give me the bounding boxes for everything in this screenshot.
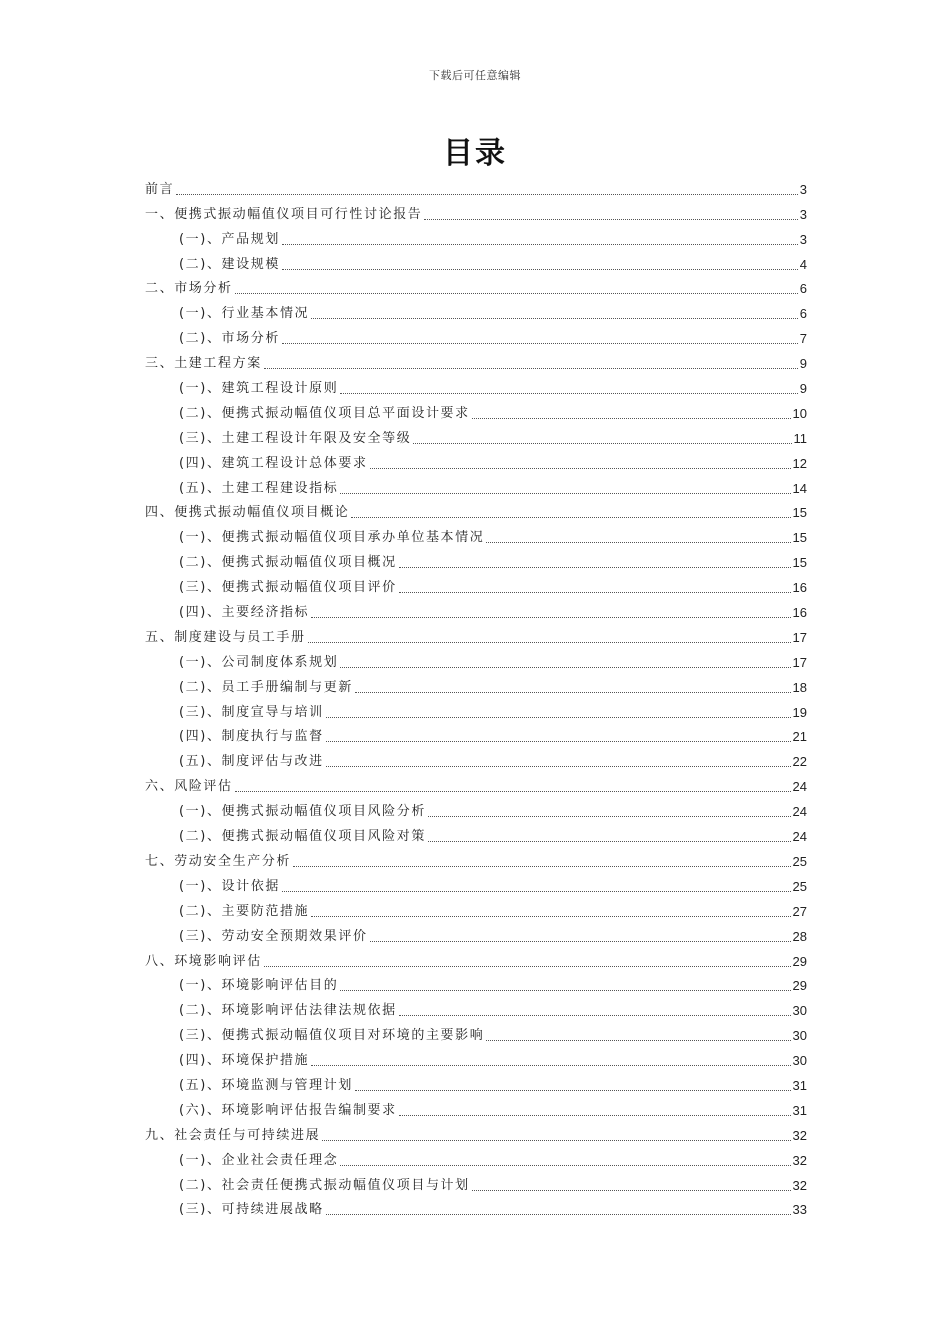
toc-dot-leader: [340, 1165, 790, 1166]
toc-entry-label: (五)、环境监测与管理计划: [179, 1077, 353, 1093]
toc-entry-label: (三)、土建工程设计年限及安全等级: [179, 430, 412, 446]
toc-entry-page-number: 33: [792, 1202, 807, 1218]
toc-entry-page-number: 6: [799, 306, 807, 322]
toc-entry[interactable]: [145, 896, 807, 921]
toc-dot-leader: [370, 468, 791, 469]
toc-entry-label: 六、风险评估: [145, 779, 233, 795]
toc-entry[interactable]: [145, 498, 807, 523]
toc-dot-leader: [399, 592, 791, 593]
toc-entry[interactable]: [145, 1120, 807, 1145]
toc-entry-label: 九、社会责任与可持续进展: [145, 1127, 321, 1143]
toc-entry-label: (二)、社会责任便携式振动幅值仪项目与计划: [179, 1177, 470, 1193]
toc-dot-leader: [326, 717, 791, 718]
toc-entry-label: (一)、建筑工程设计原则: [179, 381, 339, 397]
toc-entry[interactable]: [145, 1195, 807, 1220]
toc-dot-leader: [282, 269, 798, 270]
toc-dot-leader: [428, 816, 791, 817]
toc-dot-leader: [235, 791, 791, 792]
toc-entry[interactable]: [145, 373, 807, 398]
toc-entry-page-number: 25: [792, 878, 807, 894]
toc-entry-page-number: 4: [799, 256, 807, 272]
toc-entry-label: 五、制度建设与员工手册: [145, 629, 306, 645]
toc-dot-leader: [235, 293, 798, 294]
toc-entry[interactable]: [145, 522, 807, 547]
toc-entry-label: (二)、便携式振动幅值仪项目风险对策: [179, 829, 426, 845]
toc-entry-page-number: 3: [799, 206, 807, 222]
toc-entry[interactable]: [145, 1095, 807, 1120]
toc-entry[interactable]: [145, 1070, 807, 1095]
toc-entry-page-number: 16: [792, 580, 807, 596]
toc-entry-label: (二)、员工手册编制与更新: [179, 679, 353, 695]
toc-entry-label: (三)、便携式振动幅值仪项目对环境的主要影响: [179, 1028, 485, 1044]
toc-entry-page-number: 21: [792, 729, 807, 745]
toc-dot-leader: [282, 343, 798, 344]
toc-entry-page-number: 15: [792, 555, 807, 571]
toc-dot-leader: [311, 1065, 790, 1066]
toc-entry[interactable]: [145, 473, 807, 498]
toc-entry[interactable]: [145, 597, 807, 622]
toc-entry[interactable]: [145, 771, 807, 796]
toc-entry-label: (一)、便携式振动幅值仪项目风险分析: [179, 804, 426, 820]
toc-dot-leader: [486, 542, 790, 543]
toc-entry[interactable]: [145, 1045, 807, 1070]
toc-entry-page-number: 29: [792, 978, 807, 994]
toc-dot-leader: [424, 219, 797, 220]
toc-entry-label: (一)、产品规划: [179, 231, 280, 247]
toc-dot-leader: [355, 692, 791, 693]
toc-dot-leader: [340, 990, 790, 991]
toc-dot-leader: [351, 517, 790, 518]
toc-dot-leader: [399, 1115, 791, 1116]
toc-entry-page-number: 3: [799, 181, 807, 197]
toc-entry-page-number: 17: [792, 629, 807, 645]
toc-title: 目录: [443, 136, 507, 171]
toc-entry[interactable]: [145, 423, 807, 448]
toc-entry[interactable]: [145, 921, 807, 946]
toc-entry[interactable]: [145, 323, 807, 348]
toc-entry[interactable]: [145, 348, 807, 373]
toc-entry-label: (二)、市场分析: [179, 331, 280, 347]
toc-entry-page-number: 15: [792, 530, 807, 546]
toc-entry[interactable]: [145, 622, 807, 647]
toc-dot-leader: [413, 443, 791, 444]
toc-entry[interactable]: [145, 796, 807, 821]
toc-entry[interactable]: [145, 1170, 807, 1195]
toc-entry[interactable]: [145, 249, 807, 274]
toc-entry-page-number: 6: [799, 281, 807, 297]
toc-dot-leader: [176, 194, 798, 195]
toc-entry-page-number: 3: [799, 231, 807, 247]
toc-dot-leader: [399, 567, 791, 568]
toc-entry[interactable]: [145, 1020, 807, 1045]
toc-entry-label: 七、劳动安全生产分析: [145, 853, 292, 869]
toc-entry-label: (二)、建设规模: [179, 256, 280, 272]
toc-entry-page-number: 24: [792, 804, 807, 820]
toc-entry[interactable]: [145, 971, 807, 996]
toc-entry-page-number: 24: [792, 779, 807, 795]
toc-entry-label: 二、市场分析: [145, 281, 233, 297]
toc-entry-label: (三)、制度宣导与培训: [179, 704, 324, 720]
toc-dot-leader: [308, 642, 791, 643]
toc-entry[interactable]: [145, 572, 807, 597]
toc-entry-label: (四)、主要经济指标: [179, 605, 310, 621]
toc-dot-leader: [311, 318, 798, 319]
toc-entry-label: (四)、环境保护措施: [179, 1053, 310, 1069]
toc-entry[interactable]: [145, 448, 807, 473]
toc-entry[interactable]: [145, 398, 807, 423]
toc-dot-leader: [311, 617, 790, 618]
toc-entry-page-number: 7: [799, 331, 807, 347]
toc-dot-leader: [322, 1140, 790, 1141]
toc-dot-leader: [340, 393, 797, 394]
toc-list: [145, 174, 807, 1219]
toc-dot-leader: [326, 766, 791, 767]
toc-entry[interactable]: [145, 746, 807, 771]
toc-entry-label: (四)、建筑工程设计总体要求: [179, 455, 368, 471]
toc-dot-leader: [370, 941, 791, 942]
toc-entry-page-number: 22: [792, 754, 807, 770]
toc-entry-label: 前言: [145, 181, 175, 197]
toc-entry[interactable]: [145, 224, 807, 249]
toc-entry-label: (二)、便携式振动幅值仪项目总平面设计要求: [179, 405, 470, 421]
toc-entry-page-number: 31: [792, 1102, 807, 1118]
toc-entry-label: (三)、可持续进展战略: [179, 1202, 324, 1218]
toc-dot-leader: [293, 866, 791, 867]
toc-entry-label: 四、便携式振动幅值仪项目概论: [145, 505, 350, 521]
toc-dot-leader: [326, 741, 791, 742]
toc-entry-page-number: 30: [792, 1053, 807, 1069]
toc-dot-leader: [486, 1040, 790, 1041]
toc-entry-page-number: 25: [792, 853, 807, 869]
toc-dot-leader: [340, 667, 790, 668]
toc-entry[interactable]: [145, 174, 807, 199]
toc-entry-label: (四)、制度执行与监督: [179, 729, 324, 745]
toc-dot-leader: [326, 1214, 791, 1215]
toc-entry-label: (五)、制度评估与改进: [179, 754, 324, 770]
toc-entry[interactable]: [145, 647, 807, 672]
toc-entry-page-number: 24: [792, 829, 807, 845]
toc-entry-page-number: 32: [792, 1127, 807, 1143]
toc-entry-label: (二)、环境影响评估法律法规依据: [179, 1003, 397, 1019]
toc-entry-page-number: 29: [792, 953, 807, 969]
toc-entry-label: (一)、行业基本情况: [179, 306, 310, 322]
toc-entry-label: (一)、设计依据: [179, 878, 280, 894]
toc-entry-page-number: 31: [792, 1077, 807, 1093]
toc-entry-page-number: 27: [792, 903, 807, 919]
toc-entry-label: 一、便携式振动幅值仪项目可行性讨论报告: [145, 206, 423, 222]
toc-entry-label: (一)、便携式振动幅值仪项目承办单位基本情况: [179, 530, 485, 546]
toc-entry[interactable]: [145, 1145, 807, 1170]
toc-entry[interactable]: [145, 821, 807, 846]
toc-entry-label: (三)、便携式振动幅值仪项目评价: [179, 580, 397, 596]
toc-entry-page-number: 16: [792, 605, 807, 621]
toc-dot-leader: [282, 891, 791, 892]
toc-dot-leader: [340, 493, 790, 494]
toc-entry[interactable]: [145, 871, 807, 896]
toc-entry-label: 八、环境影响评估: [145, 953, 262, 969]
toc-entry-page-number: 32: [792, 1177, 807, 1193]
toc-entry-page-number: 30: [792, 1028, 807, 1044]
toc-entry[interactable]: [145, 547, 807, 572]
toc-entry[interactable]: [145, 722, 807, 747]
toc-entry-label: (二)、便携式振动幅值仪项目概况: [179, 555, 397, 571]
header-note: 下载后可任意编辑: [429, 69, 521, 82]
toc-entry-page-number: 17: [792, 654, 807, 670]
toc-entry-page-number: 32: [792, 1152, 807, 1168]
toc-entry-page-number: 30: [792, 1003, 807, 1019]
toc-entry[interactable]: [145, 298, 807, 323]
toc-entry-page-number: 9: [799, 381, 807, 397]
toc-entry-label: (二)、主要防范措施: [179, 903, 310, 919]
toc-entry-page-number: 11: [793, 430, 807, 446]
toc-dot-leader: [355, 1090, 791, 1091]
toc-dot-leader: [264, 368, 798, 369]
toc-dot-leader: [282, 244, 798, 245]
toc-entry-page-number: 19: [792, 704, 807, 720]
toc-dot-leader: [311, 916, 790, 917]
toc-entry-label: (一)、环境影响评估目的: [179, 978, 339, 994]
toc-entry[interactable]: [145, 199, 807, 224]
toc-dot-leader: [264, 966, 791, 967]
toc-entry[interactable]: [145, 274, 807, 299]
toc-entry-label: (一)、公司制度体系规划: [179, 654, 339, 670]
toc-entry-page-number: 15: [792, 505, 807, 521]
toc-entry-label: (一)、企业社会责任理念: [179, 1152, 339, 1168]
toc-entry-page-number: 14: [792, 480, 807, 496]
toc-entry-page-number: 28: [792, 928, 807, 944]
toc-entry[interactable]: [145, 946, 807, 971]
toc-entry[interactable]: [145, 672, 807, 697]
toc-entry-page-number: 10: [792, 405, 807, 421]
toc-entry-page-number: 12: [792, 455, 807, 471]
toc-entry-label: (三)、劳动安全预期效果评价: [179, 928, 368, 944]
toc-entry[interactable]: [145, 995, 807, 1020]
toc-entry-page-number: 18: [792, 679, 807, 695]
toc-entry[interactable]: [145, 846, 807, 871]
toc-dot-leader: [428, 841, 791, 842]
toc-dot-leader: [472, 1190, 791, 1191]
toc-dot-leader: [472, 418, 791, 419]
toc-entry-label: 三、土建工程方案: [145, 356, 262, 372]
toc-entry-label: (五)、土建工程建设指标: [179, 480, 339, 496]
toc-entry-label: (六)、环境影响评估报告编制要求: [179, 1102, 397, 1118]
toc-entry[interactable]: [145, 697, 807, 722]
toc-dot-leader: [399, 1015, 791, 1016]
toc-entry-page-number: 9: [799, 356, 807, 372]
